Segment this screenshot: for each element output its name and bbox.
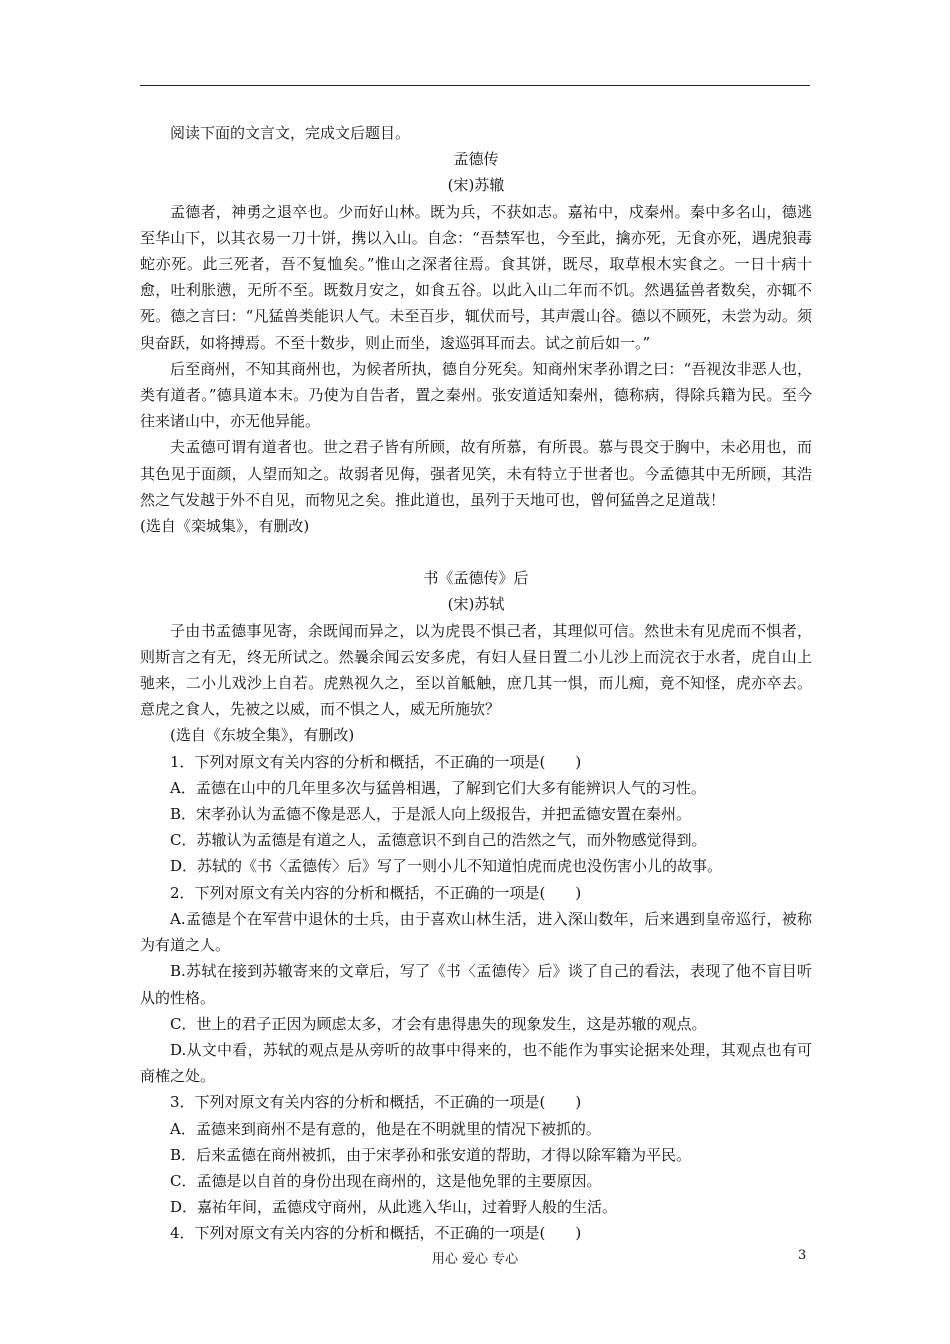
- text1-author: (宋)苏辙: [447, 176, 505, 195]
- reading-instruction: 阅读下面的文言文，完成文后题目。: [170, 124, 411, 142]
- text2-paragraph: 子由书孟德事见寄，余既闻而异之，以为虎畏不惧己者，其理似可信。然世未有见虎而不惧者，则斯言之有无，终无所试之。然曩余闻云安多虎，有妇人昼日置二小儿沙上而浣衣于水者，虎自山上驰来，二小儿戏沙上自若。虎熟视久之，至以首觝触，庶几其一惧，而儿痴，竟不知怪，虎亦卒去。意虎之食人，先被之以威，而不惧之人，威无所施欤？: [140, 621, 812, 719]
- question-stem: 4．下列对原文有关内容的分析和概括，不正确的一项是( ): [170, 1224, 582, 1243]
- question-stem: 1．下列对原文有关内容的分析和概括，不正确的一项是( ): [170, 752, 582, 771]
- footer-slogan: 用心 爱心 专心: [431, 1252, 519, 1267]
- question-option: A.孟德是个在军营中退休的士兵，由于喜欢山林生活，进入深山数年，后来遇到皇帝巡行，被称为有道之人。: [140, 909, 812, 955]
- question-option: B．宋孝孙认为孟德不像是恶人，于是派人向上级报告，并把孟德安置在秦州。: [170, 805, 692, 824]
- text1-source: (选自《栾城集》，有删改): [140, 517, 310, 536]
- question-option: D．苏轼的《书〈孟德传〉后》写了一则小儿不知道怕虎而虎也没伤害小儿的故事。: [170, 857, 723, 876]
- text1-title: 孟德传: [453, 150, 499, 169]
- question-option: C．苏辙认为孟德是有道之人，孟德意识不到自己的浩然之气，而外物感觉得到。: [170, 831, 707, 850]
- question-option: A．孟德在山中的几年里多次与猛兽相遇，了解到它们大多有能辨识人气的习性。: [170, 778, 706, 797]
- question-option: B．后来孟德在商州被抓，由于宋孝孙和张安道的帮助，才得以除军籍为平民。: [170, 1145, 692, 1164]
- text1-paragraph: 后至商州，不知其商州也，为候者所执，德自分死矣。知商州宋孝孙谓之曰：“吾视汝非恶人也，类有道者。”德具道本末。乃使为自告者，置之秦州。张安道适知秦州，德称病，得除兵籍为民。至今往来诸山中，亦无他异能。: [140, 359, 812, 431]
- question-stem: 2．下列对原文有关内容的分析和概括，不正确的一项是( ): [170, 883, 582, 902]
- question-option: D．嘉祐年间，孟德戍守商州，从此逃入华山，过着野人般的生活。: [170, 1198, 618, 1217]
- document-body: [140, 120, 812, 1247]
- text1-paragraph: 夫孟德可谓有道者也。世之君子皆有所顾，故有所慕，有所畏。慕与畏交于胸中，未必用也，而其色见于面颜，人望而知之。故弱者见侮，强者见笑，未有特立于世者也。今孟德其中无所顾，其浩然之气发越于外不自见，而物见之矣。推此道也，虽列于天地可也，曾何猛兽之足道哉！: [140, 438, 812, 509]
- text2-author: (宋)苏轼: [447, 595, 505, 614]
- text1-paragraph: 孟德者，神勇之退卒也。少而好山林。既为兵，不获如志。嘉祐中，戍秦州。秦中多名山，德逃至华山下，以其衣易一刀十饼，携以入山。自念：“吾禁军也，今至此，擒亦死，无食亦死，遇虎狼毒蛇亦死。此三死者，吾不复恤矣。”惟山之深者往焉。食其饼，既尽，取草根木实食之。一日十病十愈，吐利胀懑，无所不至。既数月安之，如食五谷。以此入山二年而不饥。然遇猛兽者数矣，亦辄不死。德之言曰：“凡猛兽类能识人气。未至百步，辄伏而号，其声震山谷。德以不顾死，未尝为动。须臾奋跃，如将搏焉。不至十数步，则止而坐，逡巡弭耳而去。试之前后如一。”: [140, 202, 812, 352]
- question-option: B.苏轼在接到苏辙寄来的文章后，写了《书〈孟德传〉后》谈了自己的看法，表现了他不盲目听从的性格。: [140, 962, 812, 1007]
- page-number: 3: [798, 1248, 807, 1263]
- question-option: D.从文中看，苏轼的观点是从旁听的故事中得来的，也不能作为事实论据来处理，其观点也有可商榷之处。: [140, 1040, 812, 1086]
- question-option: C．世上的君子正因为顾虑太多，才会有患得患失的现象发生，这是苏辙的观点。: [170, 1014, 707, 1033]
- text2-title: 书《孟德传》后: [423, 569, 529, 588]
- header-rule: [140, 85, 810, 86]
- question-option: A．孟德来到商州不是有意的，他是在不明就里的情况下被抓的。: [170, 1119, 601, 1138]
- question-stem: 3．下列对原文有关内容的分析和概括，不正确的一项是( ): [170, 1093, 582, 1112]
- section-spacer: [140, 539, 812, 565]
- question-option: C．孟德是以自首的身份出现在商州的，这是他免罪的主要原因。: [170, 1171, 602, 1190]
- text2-source: (选自《东坡全集》，有删改): [170, 726, 355, 745]
